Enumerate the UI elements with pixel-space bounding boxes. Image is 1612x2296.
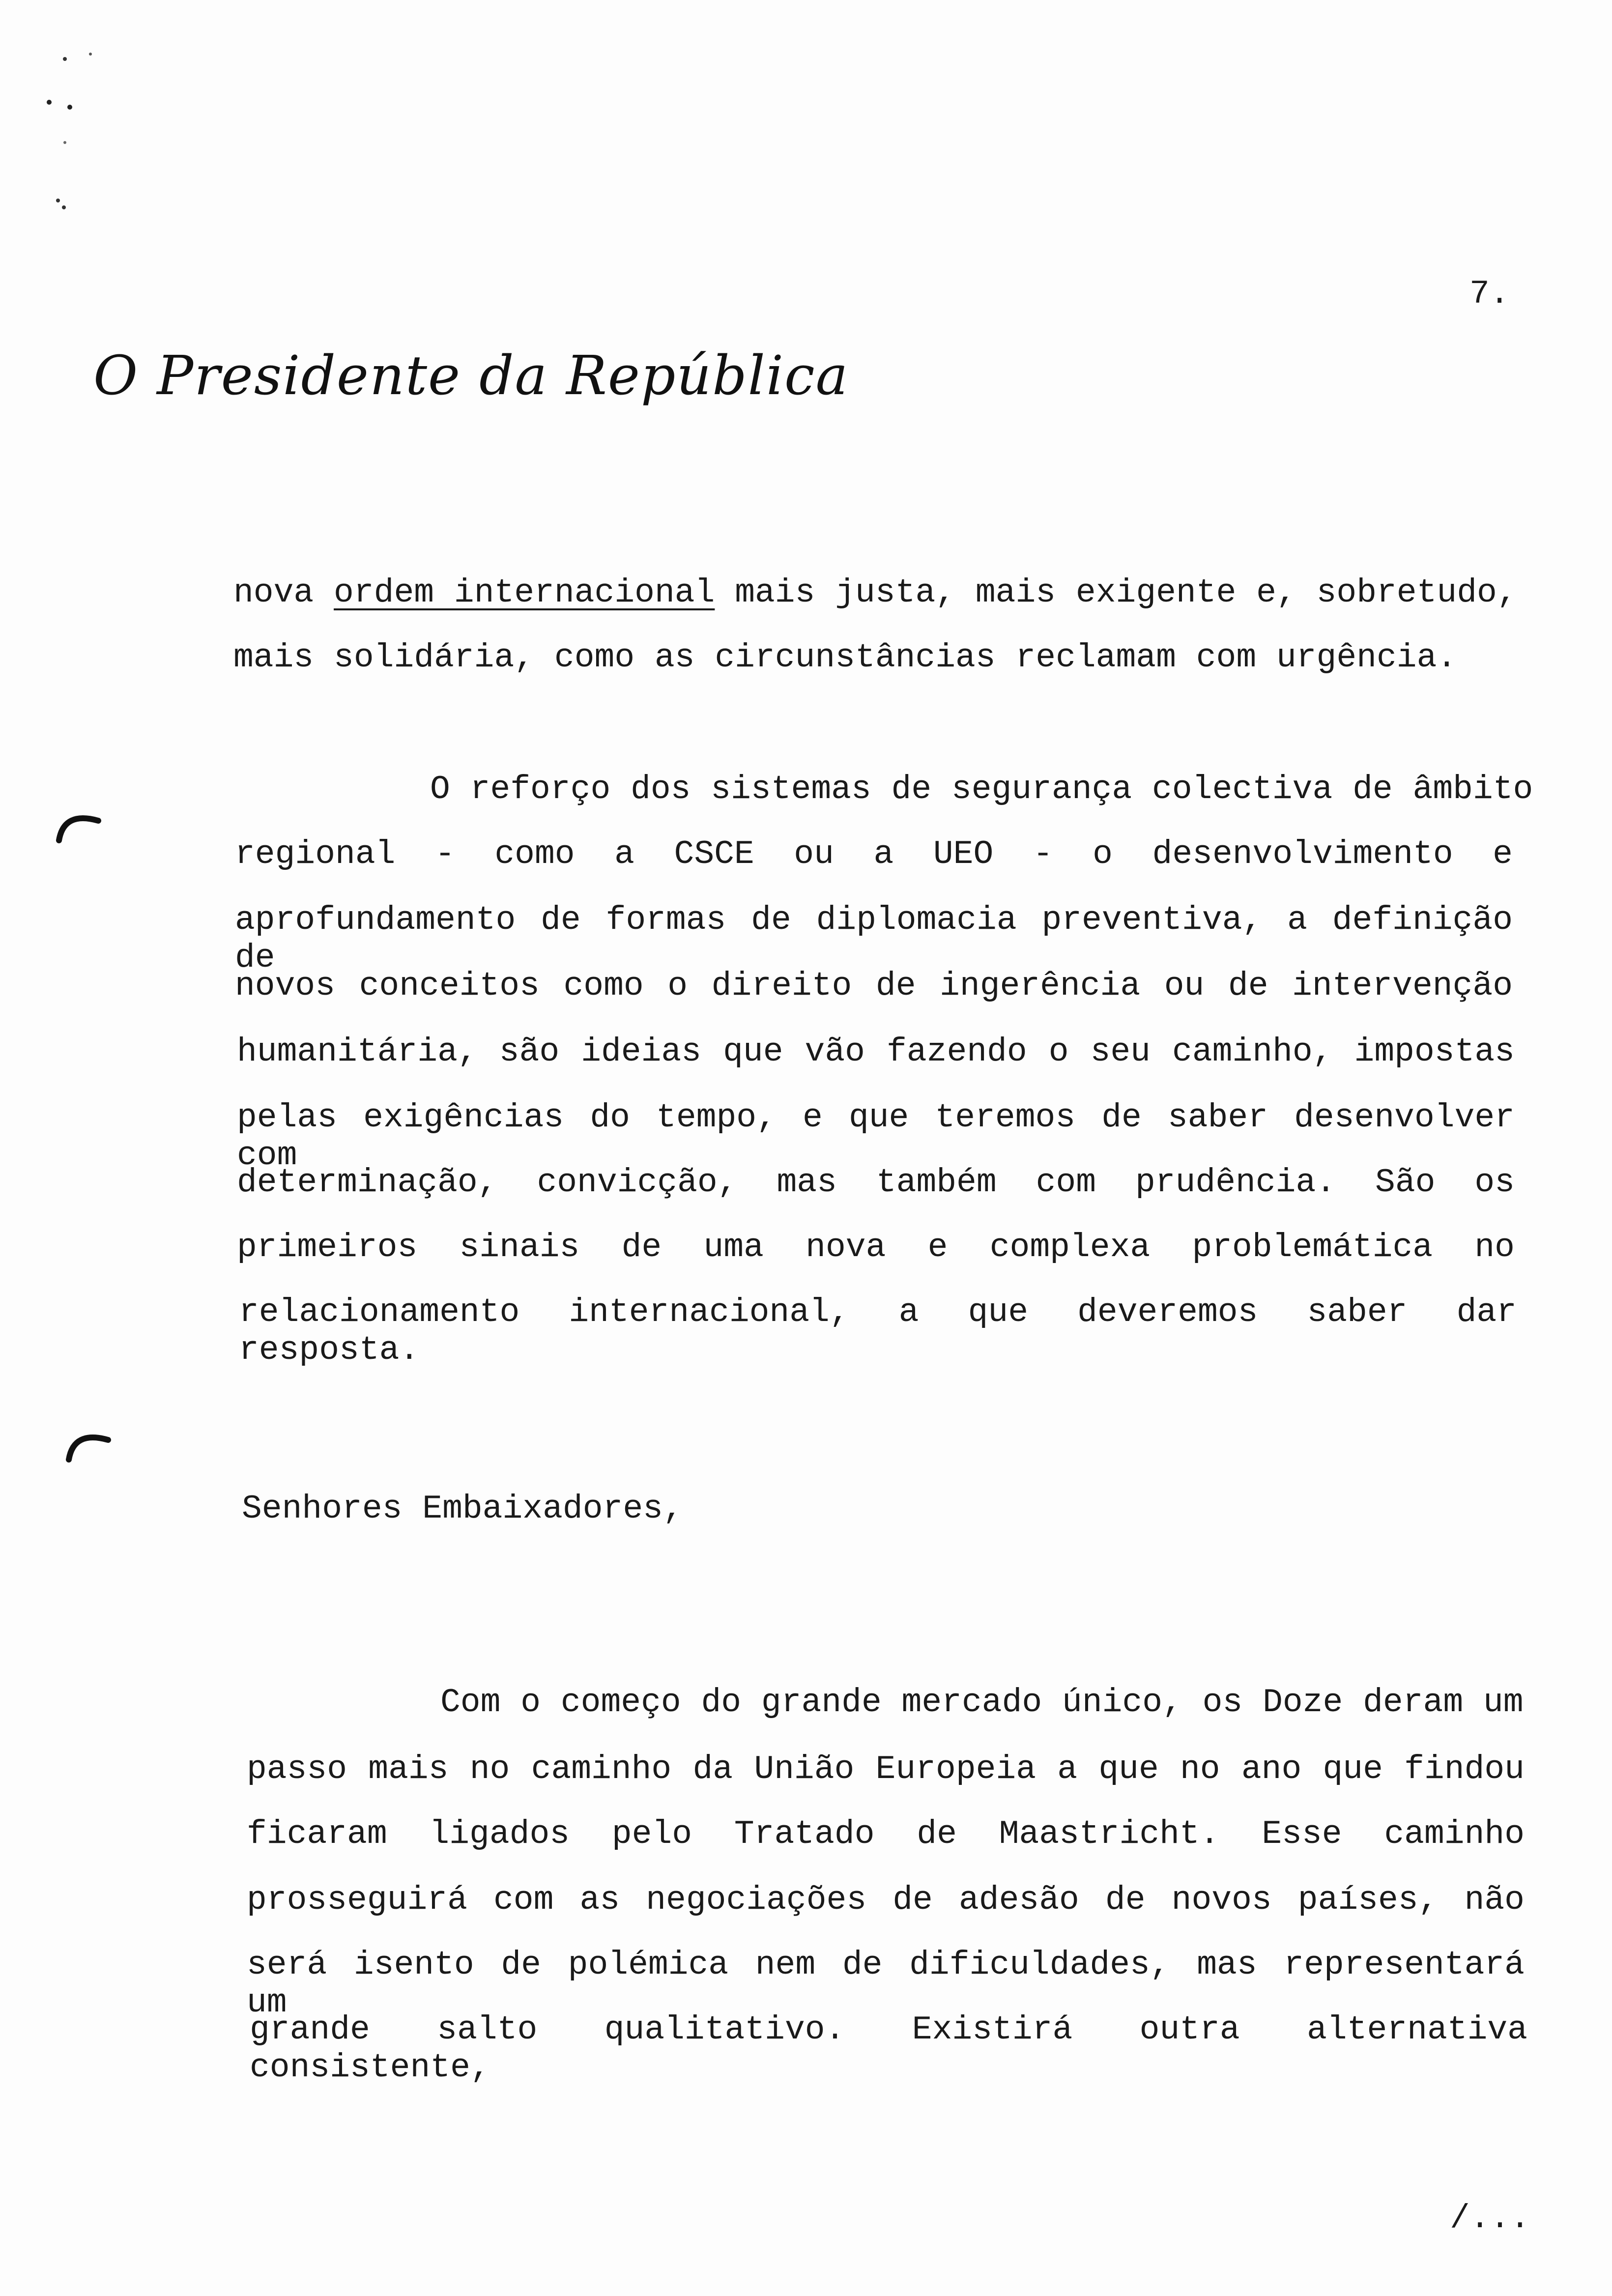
paragraph-3-line-1: Com o começo do grande mercado único, os Doze deram um: [440, 1684, 1524, 1722]
paragraph-2-line-2: regional - como a CSCE ou a UEO - o desenvolvimento e: [235, 835, 1513, 873]
paragraph-1-line-1-pre: nova: [233, 574, 314, 612]
underlined-phrase: ordem internacional: [334, 574, 715, 612]
paragraph-1-line-2: mais solidária, como as circunstâncias reclamam com urgência.: [233, 639, 1457, 677]
paragraph-1-line-1: [233, 574, 1517, 612]
salutation: Senhores Embaixadores,: [242, 1490, 683, 1528]
paragraph-2-line-1: O reforço dos sistemas de segurança colectiva de âmbito: [430, 771, 1533, 808]
page-number: 7.: [1469, 275, 1510, 313]
scan-specks: [39, 44, 98, 221]
continuation-mark: /...: [1450, 2200, 1530, 2238]
paragraph-2-line-9: relacionamento internacional, a que deveremos saber dar resposta.: [239, 1293, 1517, 1369]
paragraph-2-line-4: novos conceitos como o direito de ingerência ou de intervenção: [235, 967, 1513, 1005]
paragraph-2-line-6: pelas exigências do tempo, e que teremos de saber desenvolver com: [237, 1099, 1515, 1175]
paragraph-3-line-4: prosseguirá com as negociações de adesão de novos países, não: [247, 1881, 1525, 1919]
letterhead-title: O Presidente da República: [93, 344, 849, 407]
punch-mark-1: [54, 806, 108, 850]
paragraph-3-line-2: passo mais no caminho da União Europeia a que no ano que findou: [247, 1751, 1525, 1788]
punch-mark-2: [64, 1425, 118, 1469]
paragraph-1-line-1-post: mais justa, mais exigente e, sobretudo,: [735, 574, 1517, 612]
paragraph-3-line-3: ficaram ligados pelo Tratado de Maastricht. Esse caminho: [247, 1815, 1525, 1853]
paragraph-2-line-8: primeiros sinais de uma nova e complexa problemática no: [237, 1229, 1515, 1266]
paragraph-2-line-5: humanitária, são ideias que vão fazendo o seu caminho, impostas: [237, 1033, 1515, 1071]
paragraph-3-line-5: será isento de polémica nem de dificuldades, mas representará um: [247, 1946, 1525, 2022]
paragraph-2-line-3: aprofundamento de formas de diplomacia preventiva, a definição de: [235, 901, 1513, 977]
paragraph-3-line-6: grande salto qualitativo. Existirá outra alternativa consistente,: [250, 2011, 1527, 2087]
paragraph-2-line-7: determinação, convicção, mas também com prudência. São os: [237, 1164, 1515, 1202]
